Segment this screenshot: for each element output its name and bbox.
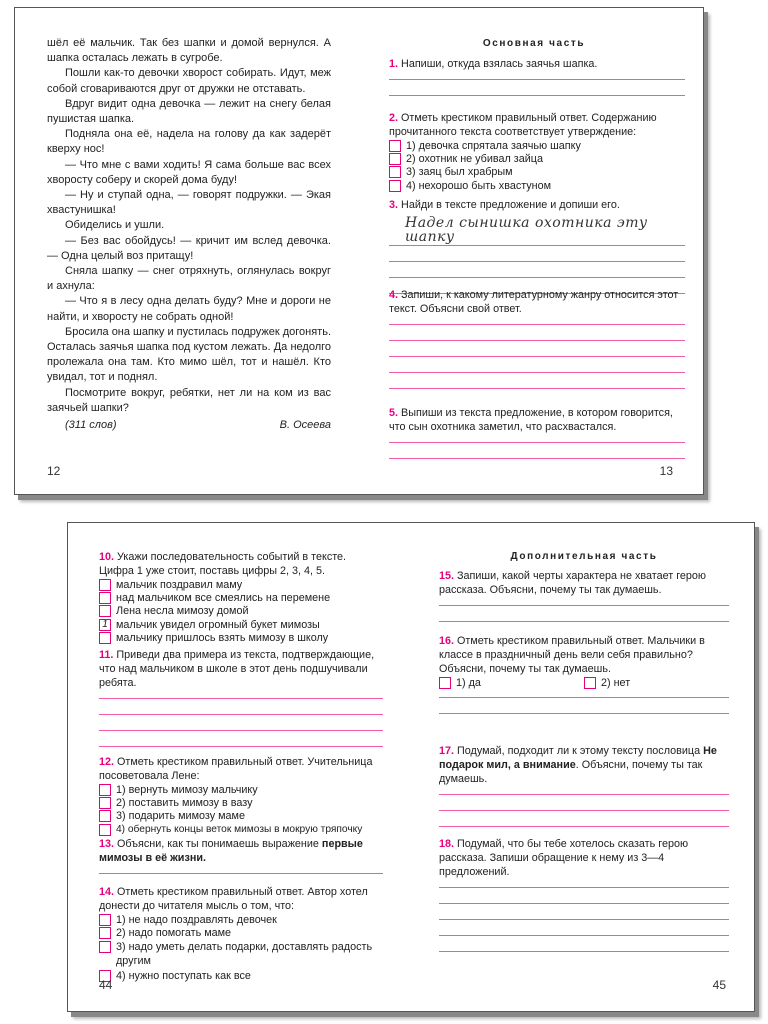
story-text: [47, 36, 331, 433]
option-label: над мальчиком все смеялись на перемене: [116, 592, 331, 605]
option-row: [99, 810, 383, 823]
story-paragraph: — Без вас обойдусь! — кричит им вслед девочка. — Одна целый воз притащу!: [47, 234, 331, 262]
option-row: [99, 796, 383, 809]
question-3: [389, 198, 685, 294]
option-label: 1) да: [456, 676, 481, 689]
question-17: [439, 744, 729, 827]
page-number: 12: [47, 464, 61, 478]
order-box[interactable]: [99, 592, 111, 604]
option-row: [99, 783, 383, 796]
story-paragraph: Пошли как-то девочки хворост собирать. Идут, меж собой сговариваются друг от дружки не отставать.: [47, 67, 331, 95]
question-text: Отметь крестиком правильный ответ. Учительница посоветовала Лене:: [99, 756, 373, 782]
page-number: 13: [659, 464, 673, 478]
option-label: Лена несла мимозу домой: [116, 605, 249, 618]
question-text: Запиши, какой черты характера не хватает герою рассказа. Объясни, почему ты так думаешь.: [439, 570, 707, 596]
order-box[interactable]: [99, 632, 111, 644]
page-12: [15, 8, 359, 494]
story-paragraph: Обиделись и ушли.: [65, 219, 165, 232]
answer-checkbox[interactable]: [439, 677, 451, 689]
answer-line[interactable]: [99, 730, 383, 731]
option-label: 3) заяц был храбрым: [406, 166, 513, 179]
answer-line[interactable]: [99, 873, 383, 874]
question-15: [439, 569, 729, 622]
option-row: [584, 676, 729, 689]
story-paragraph: — Ну и ступай одна, — говорят подружки. — Экая хвастунишка!: [47, 189, 331, 217]
answer-line[interactable]: [99, 698, 383, 699]
author-name: В. Осеева: [279, 419, 331, 432]
option-label: мальчику пришлось взять мимозу в школу: [116, 632, 329, 645]
question-1: [389, 57, 685, 96]
option-row: [439, 676, 584, 689]
page-number: 45: [712, 978, 726, 992]
page-45: [411, 523, 754, 1011]
option-row: [389, 166, 685, 179]
story-paragraph: Бросила она шапку и пустилась подружек догонять. Осталась заячья шапка под кустом лежать. Да недолго пролежала она там. Кто мимо шёл, тот и нашёл. Кто увидал, тот и поднял.: [47, 325, 331, 384]
question-text: Подумай, подходит ли к этому тексту пословица: [457, 745, 701, 757]
story-paragraph: Вдруг видит одна девочка — лежит на снегу белая пушистая шапка.: [47, 97, 331, 126]
answer-line[interactable]: [439, 794, 729, 795]
question-14: [99, 885, 383, 983]
option-row: [99, 940, 383, 968]
page-44: [68, 523, 411, 1011]
story-paragraph: Подняла она её, надела на голову да как задерёт кверху нос!: [47, 128, 331, 156]
answer-line[interactable]: [389, 261, 685, 262]
story-paragraph: шёл её мальчик. Так без шапки и домой вернулся. А шапка осталась лежать в сугробе.: [47, 37, 331, 65]
question-number: 5.: [389, 407, 399, 419]
proverb: Не подарок мил, а внимание: [439, 745, 717, 771]
question-number: 10.: [99, 551, 115, 563]
answer-checkbox[interactable]: [99, 914, 111, 926]
option-row: [99, 578, 383, 591]
section-heading: Дополнительная часть: [510, 551, 658, 562]
story-paragraph: Посмотрите вокруг, ребятки, нет ли на ком из вас заячьей шапки?: [47, 386, 331, 414]
question-text: Отметь крестиком правильный ответ. Содержанию прочитанного текста соответствует утверждение:: [389, 112, 657, 138]
answer-line[interactable]: [389, 324, 685, 325]
story-paragraph: — Что мне с вами ходить! Я сама больше вас всех хворосту соберу и скорей дома буду!: [47, 158, 331, 186]
question-16: [439, 634, 729, 714]
order-box[interactable]: 1: [99, 619, 111, 631]
question-text-end: . Объясни, почему ты так думаешь.: [439, 759, 703, 785]
option-row: [99, 618, 383, 631]
question-text: Напиши, откуда взялась заячья шапка.: [401, 58, 598, 70]
option-row: [99, 632, 383, 645]
page-13: [359, 8, 703, 494]
question-number: 11.: [99, 649, 114, 661]
option-label: 2) нет: [601, 676, 631, 689]
option-label: мальчик поздравил маму: [116, 578, 243, 591]
answer-checkbox[interactable]: [584, 677, 596, 689]
answer-line[interactable]: [439, 903, 729, 904]
question-10: [99, 550, 383, 645]
question-11: [99, 648, 383, 747]
bold-phrase: первые мимозы в её жизни.: [99, 838, 363, 864]
answer-checkbox[interactable]: [389, 166, 401, 178]
option-label: 3) подарить мимозу маме: [116, 810, 245, 823]
question-number: 4.: [389, 289, 399, 301]
option-label: 1) вернуть мимозу мальчику: [116, 783, 258, 796]
question-text: Отметь крестиком правильный ответ. Мальчики в классе в праздничный день вели себя правильно? Объясни, почему ты так думаешь.: [439, 635, 705, 675]
word-count: (311 слов): [65, 419, 117, 432]
question-text: Выпиши из текста предложение, в котором говорится, что сын охотника заметил, что расхвастался.: [389, 407, 673, 433]
answer-line[interactable]: [389, 95, 685, 96]
option-row: [99, 913, 383, 926]
answer-line[interactable]: [389, 277, 685, 278]
question-number: 18.: [439, 838, 455, 850]
question-text: Укажи последовательность событий в тексте. Цифра 1 уже стоит, поставь цифры 2, 3, 4, 5.: [99, 551, 347, 577]
answer-line[interactable]: [389, 388, 685, 389]
option-label: мальчик увидел огромный букет мимозы: [116, 618, 320, 631]
question-number: 12.: [99, 756, 115, 768]
answer-line[interactable]: [439, 826, 729, 827]
question-number: 17.: [439, 745, 455, 757]
answer-line[interactable]: [439, 887, 729, 888]
option-label: 4) нехорошо быть хвастуном: [406, 179, 552, 192]
answer-checkbox[interactable]: [389, 180, 401, 192]
answer-line[interactable]: [439, 605, 729, 606]
option-row: [99, 970, 383, 983]
question-13: [99, 837, 383, 874]
order-box[interactable]: [99, 605, 111, 617]
story-paragraph: — Что я в лесу одна делать буду? Мне и дороги не найти, и хворосту не собрать одной!: [47, 295, 331, 323]
question-number: 14.: [99, 886, 115, 898]
answer-checkbox[interactable]: [99, 810, 111, 822]
spread-pages-12-13: [14, 7, 704, 495]
handwritten-answer: Надел сынишка охотника эту шапку: [405, 215, 648, 245]
order-box[interactable]: [99, 579, 111, 591]
answer-checkbox[interactable]: [99, 784, 111, 796]
option-row: [389, 152, 685, 165]
answer-line[interactable]: [439, 697, 729, 698]
answer-line[interactable]: [439, 810, 729, 811]
section-heading: Основная часть: [482, 38, 586, 49]
question-number: 16.: [439, 635, 455, 647]
answer-line[interactable]: [389, 458, 685, 459]
answer-line[interactable]: [439, 951, 729, 952]
option-label: 2) поставить мимозу в вазу: [116, 797, 253, 810]
question-number: 1.: [389, 58, 399, 70]
spread-pages-44-45: [67, 522, 755, 1012]
question-text: Приведи два примера из текста, подтверждающие, что над мальчиком в школе в этот день подшучивали ребята.: [99, 649, 375, 689]
question-2: [389, 111, 685, 193]
story-attribution: [47, 418, 331, 433]
answer-line[interactable]: [439, 919, 729, 920]
question-number: 3.: [389, 199, 399, 211]
question-18: [439, 837, 729, 952]
question-5: [389, 406, 685, 459]
answer-line[interactable]: [389, 245, 685, 246]
answer-line[interactable]: [389, 356, 685, 357]
story-paragraph: Сняла шапку — снег отряхнуть, оглянулась вокруг и ахнула:: [47, 265, 331, 293]
option-row: [99, 591, 383, 604]
answer-checkbox[interactable]: [389, 153, 401, 165]
answer-checkbox[interactable]: [99, 941, 111, 953]
option-label: 4) нужно поступать как все: [116, 970, 251, 983]
option-label: 1) не надо поздравлять девочек: [116, 913, 277, 926]
option-row: [99, 605, 383, 618]
option-row: [389, 139, 685, 152]
answer-line[interactable]: [99, 714, 383, 715]
option-label: 3) надо уметь делать подарки, доставлять радость другим: [116, 940, 373, 967]
question-number: 2.: [389, 112, 399, 124]
question-text: Отметь крестиком правильный ответ. Автор хотел донести до читателя мысль о том, что:: [99, 886, 368, 912]
option-label: 2) охотник не убивал зайца: [406, 153, 543, 166]
option-row: [389, 179, 685, 192]
option-group: [439, 676, 729, 689]
question-number: 13.: [99, 838, 115, 850]
question-text: Объясни, как ты понимаешь выражение: [117, 838, 319, 850]
question-12: [99, 755, 383, 837]
option-label: 4) обернуть концы веток мимозы в мокрую тряпочку: [116, 823, 363, 835]
answer-line[interactable]: [439, 935, 729, 936]
answer-checkbox[interactable]: [99, 824, 111, 836]
option-label: 2) надо помогать маме: [116, 927, 232, 940]
option-row: [99, 823, 383, 836]
answer-line[interactable]: [389, 340, 685, 341]
question-number: 15.: [439, 570, 455, 582]
question-text: Запиши, к какому литературному жанру относится этот текст. Объясни свой ответ.: [389, 289, 679, 315]
answer-line[interactable]: [99, 746, 383, 747]
answer-line[interactable]: [389, 442, 685, 443]
answer-checkbox[interactable]: [389, 140, 401, 152]
answer-checkbox[interactable]: [99, 927, 111, 939]
option-label: 1) девочка спрятала заячью шапку: [406, 139, 581, 152]
answer-line[interactable]: [439, 713, 729, 714]
question-4: [389, 288, 685, 389]
answer-line[interactable]: [389, 372, 685, 373]
answer-line[interactable]: [389, 79, 685, 80]
question-text: Найди в тексте предложение и допиши его.: [401, 199, 620, 211]
option-row: [99, 926, 383, 939]
question-text: Подумай, что бы тебе хотелось сказать герою рассказа. Запиши обращение к нему из 3—4 предложений.: [439, 838, 689, 878]
answer-checkbox[interactable]: [99, 797, 111, 809]
answer-line[interactable]: [439, 621, 729, 622]
page-number: 44: [99, 978, 113, 992]
